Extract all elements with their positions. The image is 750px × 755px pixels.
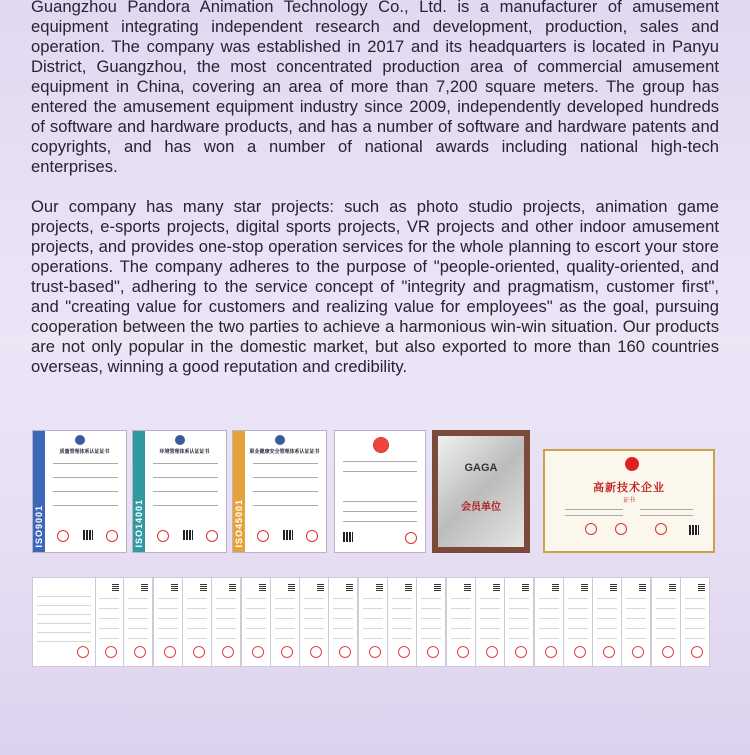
gaga-member-plaque (432, 430, 530, 553)
qr-code-icon (288, 584, 295, 591)
certificates-row (32, 430, 716, 555)
seal-icon (655, 523, 667, 535)
patent-certificate (299, 577, 329, 667)
seal-icon (545, 646, 557, 658)
qr-code-icon (522, 584, 529, 591)
seal-icon (398, 646, 410, 658)
certificate-title: 环境管理体系认证证书 (159, 449, 210, 455)
seal-icon (257, 530, 269, 542)
patent-certificate (358, 577, 388, 667)
seal-icon (457, 646, 469, 658)
patent-certificate (211, 577, 241, 667)
patent-certificate (475, 577, 505, 667)
qr-code-icon (83, 530, 93, 540)
company-intro-paragraph: Guangzhou Pandora Animation Technology Co., Ltd. is a manufacturer of amusement equipment integrating independent research and development, production, sales and operation. The company was established in 2017 and its headquarters is located in Panyu District, Guangzhou, the most concentrated production area of commercial amusement equipment in China, covering an area of more than 7,200 square meters. The group has entered the amusement equipment industry since 2009, independently developed hundreds of software and hardware products, and has a number of software and hardware patents and copyrights, and has won a number of national awards including national high-tech enterprises. (31, 0, 719, 176)
emblem-icon (175, 435, 185, 445)
qr-code-icon (171, 584, 178, 591)
seal-icon (662, 646, 674, 658)
qr-code-icon (464, 584, 471, 591)
seal-icon (339, 646, 351, 658)
iso45001-certificate (232, 430, 327, 553)
qr-code-icon (112, 584, 119, 591)
patent-certificate (651, 577, 681, 667)
seal-icon (252, 646, 264, 658)
qr-code-icon (343, 532, 353, 542)
certificate-subtitle: 证书 (622, 498, 635, 504)
seal-icon (134, 646, 146, 658)
patent-certificate (270, 577, 300, 667)
seal-icon (615, 523, 627, 535)
patent-certificate (94, 577, 124, 667)
qr-code-icon (346, 584, 353, 591)
seal-icon (405, 532, 417, 544)
qr-code-icon (434, 584, 441, 591)
certificate-title: 职业健康安全管理体系认证证书 (249, 449, 320, 455)
certificate-title: 高新技术企业 (593, 482, 665, 494)
patent-certificate (621, 577, 651, 667)
patent-certificate (328, 577, 358, 667)
seal-icon (193, 646, 205, 658)
patent-certificate (153, 577, 183, 667)
patent-certificates-row (32, 577, 716, 667)
patent-certificate (416, 577, 446, 667)
iso9001-certificate (32, 430, 127, 553)
qr-code-icon (376, 584, 383, 591)
seal-icon (206, 530, 218, 542)
patent-certificate (592, 577, 622, 667)
seal-icon (574, 646, 586, 658)
gaga-logo: GAGA (464, 462, 498, 474)
patent-certificate (446, 577, 476, 667)
qr-code-icon (259, 584, 266, 591)
seal-icon (106, 530, 118, 542)
qr-code-icon (229, 584, 236, 591)
emblem-icon (75, 435, 85, 445)
emblem-icon (625, 457, 639, 471)
seal-icon (585, 523, 597, 535)
seal-icon (369, 646, 381, 658)
qr-code-icon (200, 584, 207, 591)
seal-icon (222, 646, 234, 658)
seal-icon (603, 646, 615, 658)
certificate-title: 质量管理体系认证证书 (59, 449, 110, 455)
patent-certificate (182, 577, 212, 667)
qr-code-icon (405, 584, 412, 591)
qr-code-icon (639, 584, 646, 591)
seal-icon (427, 646, 439, 658)
qr-code-icon (552, 584, 559, 591)
national-emblem-icon (373, 437, 389, 453)
patent-certificate (504, 577, 534, 667)
seal-icon (164, 646, 176, 658)
company-projects-paragraph: Our company has many star projects: such as photo studio projects, animation game projects, e-sports projects, digital sports projects, VR projects and other indoor amusement projects, and provides one-stop operation services for the whole planning to escort your store operations. The company adheres to the purpose of "people-oriented, quality-oriented, and trust-based", adhering to the service concept of "integrity and pragmatism, customer first", and "creating value for customers and realizing value for employees" as the goal, pursuing cooperation between the two parties to achieve a harmonious win-win situation. Our products are not only popular in the domestic market, but also exported to more than 160 countries overseas, winning a good reputation and credibility. (31, 197, 719, 376)
qr-code-icon (317, 584, 324, 591)
seal-icon (632, 646, 644, 658)
qr-code-icon (493, 584, 500, 591)
patent-certificate (387, 577, 417, 667)
qr-code-icon (698, 584, 705, 591)
qr-code-icon (669, 584, 676, 591)
seal-icon (57, 530, 69, 542)
seal-icon (486, 646, 498, 658)
seal-icon (157, 530, 169, 542)
qr-code-icon (283, 530, 293, 540)
qr-code-icon (689, 525, 699, 535)
seal-icon (306, 530, 318, 542)
seal-icon (310, 646, 322, 658)
high-tech-enterprise-certificate (543, 449, 715, 553)
seal-icon (77, 646, 89, 658)
patent-certificate (534, 577, 564, 667)
seal-icon (691, 646, 703, 658)
member-unit-label: 会员单位 (461, 502, 501, 513)
iso14001-certificate (132, 430, 227, 553)
iso-band: ISO14001 (133, 431, 145, 552)
iso-band: ISO45001 (233, 431, 245, 552)
patent-certificate (563, 577, 593, 667)
trademark-certificate (334, 430, 426, 553)
iso-band: ISO9001 (33, 431, 45, 552)
seal-icon (281, 646, 293, 658)
qr-code-icon (610, 584, 617, 591)
patent-certificate (680, 577, 710, 667)
patent-certificate (123, 577, 153, 667)
emblem-icon (275, 435, 285, 445)
seal-icon (515, 646, 527, 658)
qr-code-icon (581, 584, 588, 591)
seal-icon (105, 646, 117, 658)
qr-code-icon (183, 530, 193, 540)
qr-code-icon (141, 584, 148, 591)
patent-certificate (32, 577, 96, 667)
patent-certificate (241, 577, 271, 667)
